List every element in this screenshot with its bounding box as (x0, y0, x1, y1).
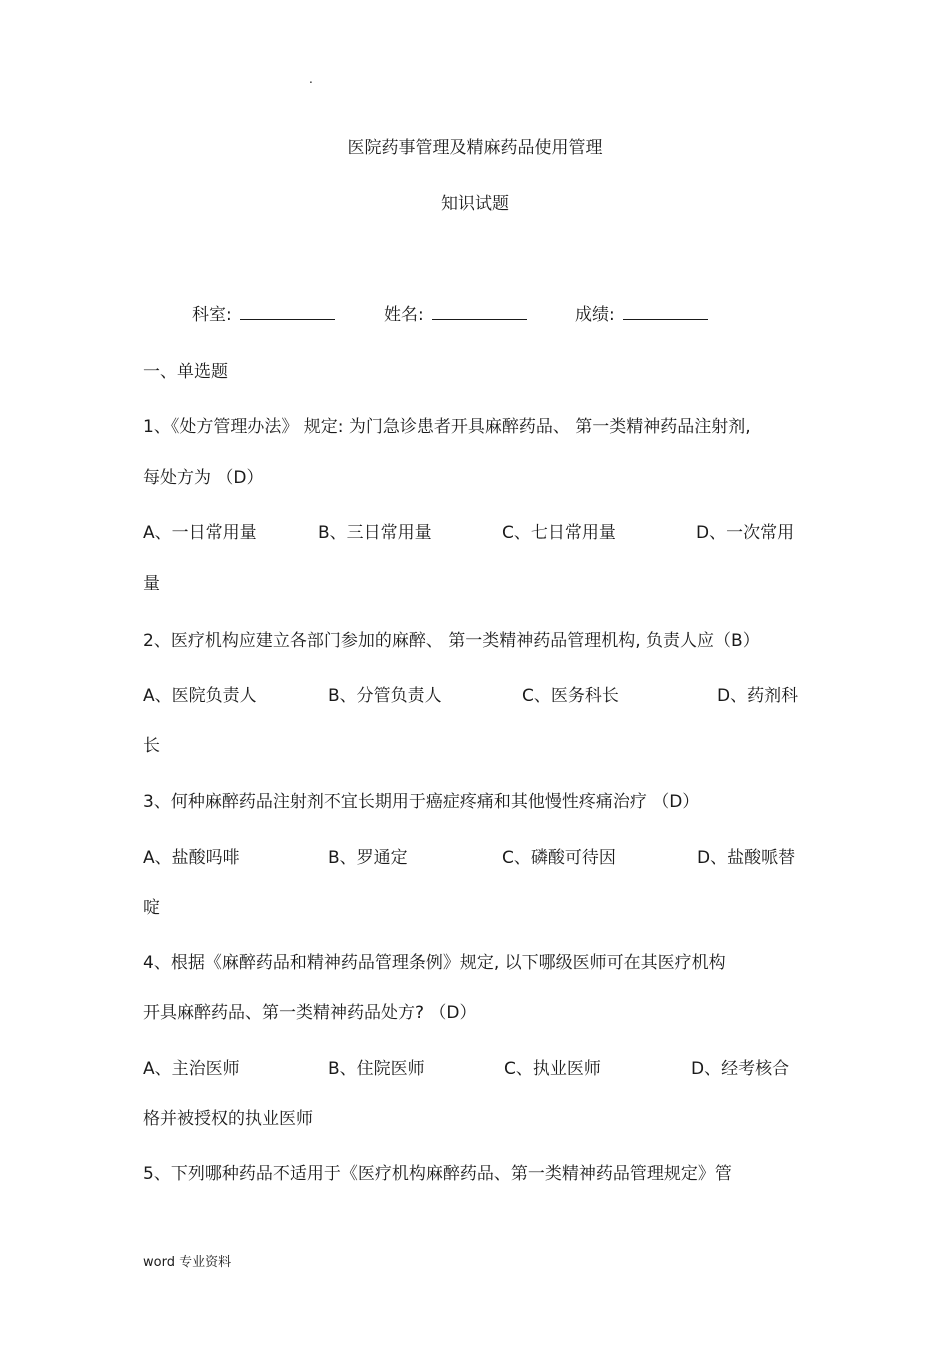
question-2-line-1: 2、医疗机构应建立各部门参加的麻醉、 第一类精神药品管理机构, 负责人应（B） (143, 631, 760, 651)
dept-blank (240, 305, 335, 320)
question-4-line-1: 4、根据《麻醉药品和精神药品管理条例》规定, 以下哪级医师可在其医疗机构 (143, 953, 726, 973)
section-title: 一、单选题 (143, 362, 228, 382)
question-5-line-1: 5、下列哪种药品不适用于《医疗机构麻醉药品、第一类精神药品管理规定》管 (143, 1164, 732, 1184)
question-3-option-a: A、盐酸吗啡 (143, 848, 240, 868)
question-1-option-b: B、三日常用量 (318, 523, 432, 543)
question-1-option-d: D、一次常用 (696, 523, 795, 543)
dept-field (192, 300, 335, 325)
question-4-option-d-wrap: 格并被授权的执业医师 (143, 1109, 313, 1129)
name-field (384, 300, 527, 325)
name-blank (432, 305, 527, 320)
question-1-line-2: 每处方为 （D） (143, 468, 264, 488)
score-blank (623, 305, 708, 320)
question-1-option-d-wrap: 量 (143, 574, 160, 594)
question-2-option-d: D、药剂科 (717, 686, 799, 706)
question-4-option-d: D、经考核合 (691, 1059, 790, 1079)
question-2-option-a: A、医院负责人 (143, 686, 257, 706)
question-4-option-a: A、主治医师 (143, 1059, 240, 1079)
question-3-option-b: B、罗通定 (328, 848, 408, 868)
question-1-option-c: C、七日常用量 (502, 523, 616, 543)
question-3-option-d: D、盐酸哌替 (697, 848, 796, 868)
question-3-option-d-wrap: 啶 (143, 898, 160, 918)
stray-dot: . (309, 72, 313, 86)
document-title: 医院药事管理及精麻药品使用管理 (347, 138, 603, 158)
name-label: 姓名: (384, 305, 424, 325)
dept-label: 科室: (192, 305, 232, 325)
question-2-option-d-wrap: 长 (143, 736, 160, 756)
question-4-option-c: C、执业医师 (504, 1059, 601, 1079)
score-label: 成绩: (575, 305, 615, 325)
question-4-option-b: B、住院医师 (328, 1059, 425, 1079)
question-2-option-c: C、医务科长 (522, 686, 619, 706)
document-subtitle: 知识试题 (441, 194, 509, 214)
page-footer: word 专业资料 (143, 1255, 232, 1270)
question-2-option-b: B、分管负责人 (328, 686, 442, 706)
score-field (575, 300, 708, 325)
question-1-line-1: 1、《处方管理办法》 规定: 为门急诊患者开具麻醉药品、 第一类精神药品注射剂, (143, 417, 751, 437)
question-4-line-2: 开具麻醉药品、第一类精神药品处方? （D） (143, 1003, 477, 1023)
question-3-option-c: C、磷酸可待因 (502, 848, 616, 868)
question-1-option-a: A、一日常用量 (143, 523, 257, 543)
question-3-line-1: 3、何种麻醉药品注射剂不宜长期用于癌症疼痛和其他慢性疼痛治疗 （D） (143, 792, 700, 812)
